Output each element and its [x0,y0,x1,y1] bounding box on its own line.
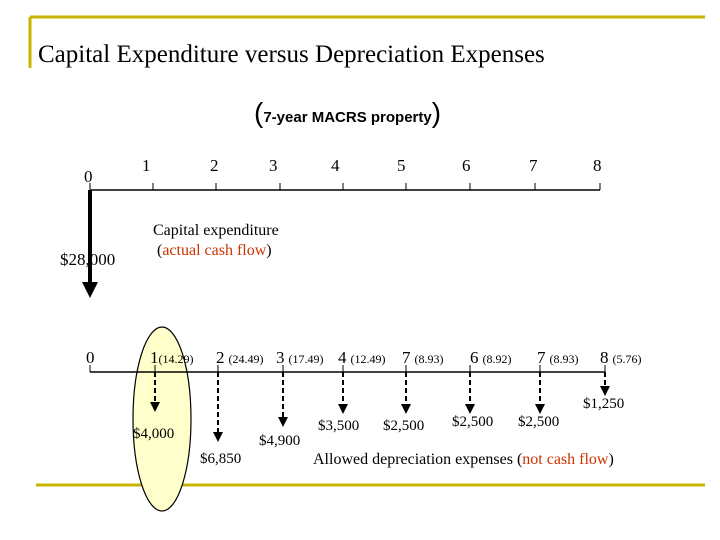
bottom-year-label: 0 [86,348,95,367]
bottom-year-rate: 1(14.29) [150,348,194,367]
subtitle-open-paren: ( [254,97,264,128]
capex-amount: $28,000 [60,250,116,269]
capex-note: (actual cash flow) [157,242,272,259]
depreciation-amount: $4,000 [133,426,175,442]
depreciation-amount: $6,850 [200,451,242,467]
top-year-label: 6 [462,156,471,175]
top-year-label: 0 [84,167,93,186]
top-year-label: 8 [593,156,602,175]
bottom-year-rate: 7 (8.93) [537,348,579,367]
depreciation-amount: $4,900 [259,433,301,449]
capex-arrow [82,190,98,298]
slide-title: Capital Expenditure versus Depreciation Expenses [38,41,545,68]
bottom-year-rate: 7 (8.93) [402,348,444,367]
top-year-label: 7 [529,156,538,175]
bottom-year-rate: 3 (17.49) [276,348,324,367]
depreciation-amount: $2,500 [452,414,494,430]
top-year-label: 5 [397,156,406,175]
top-year-label: 2 [210,156,219,175]
depreciation-caption-note: not cash flow [522,451,609,468]
depreciation-amount: $1,250 [583,396,625,412]
capex-label: Capital expenditure [153,222,279,239]
subtitle-text: 7-year MACRS property [263,109,432,126]
depreciation-caption: Allowed depreciation expenses (not cash flow) [313,451,614,468]
bottom-year-rate: 4 (12.49) [338,348,386,367]
top-year-label: 4 [331,156,340,175]
bottom-year-rate: 6 (8.92) [470,348,512,367]
depreciation-amount: $2,500 [518,414,560,430]
top-timeline [90,183,600,190]
bottom-year-rate: 2 (24.49) [216,348,264,367]
depreciation-amount: $2,500 [383,418,425,434]
slide-subtitle [254,98,441,128]
depreciation-amount: $3,500 [318,418,360,434]
capex-note-text: actual cash flow [162,242,267,259]
subtitle-close-paren: ) [431,97,442,128]
top-year-label: 1 [142,156,151,175]
top-year-label: 3 [269,156,278,175]
bottom-year-rate: 8 (5.76) [600,348,642,367]
